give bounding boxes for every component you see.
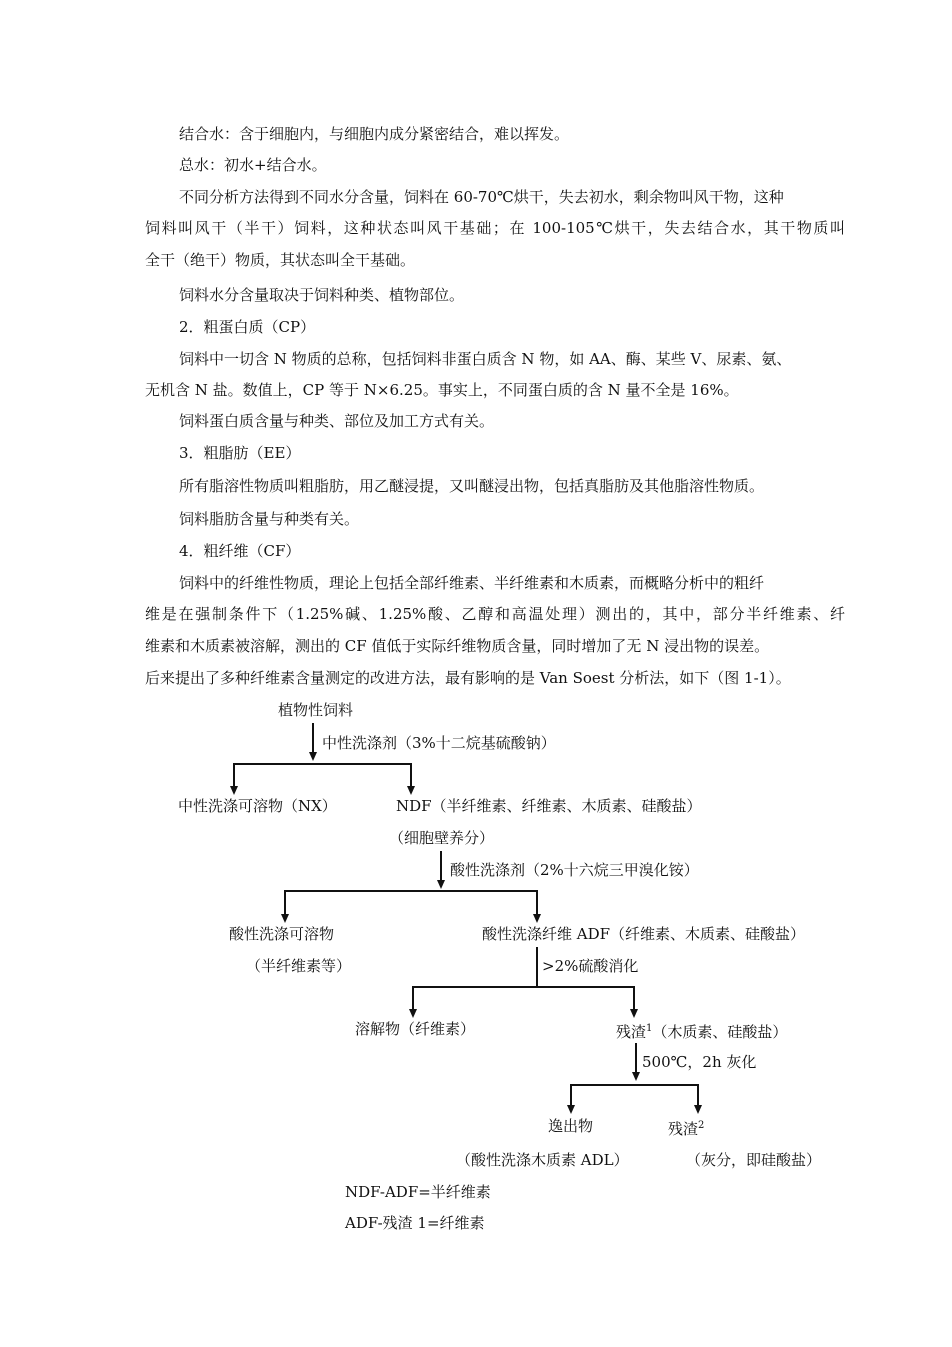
cf-paragraph-line4: 后来提出了多种纤维素含量测定的改进方法，最有影响的是 Van Soest 分析法，如下（图 1-1）。 xyxy=(145,669,791,687)
arrow-down-icon xyxy=(694,1105,702,1114)
connector-line xyxy=(440,851,442,883)
arrow-down-icon xyxy=(630,1009,638,1018)
escaped-subtitle: （酸性洗涤木质素 ADL） xyxy=(456,1151,629,1169)
formula-hemicellulose: NDF-ADF=半纤维素 xyxy=(345,1183,491,1201)
connector-line xyxy=(536,890,538,917)
moisture-dependence-text: 饲料水分含量取决于饲料种类、植物部位。 xyxy=(179,286,465,304)
branch-line xyxy=(233,763,411,765)
residue2-node: 残渣$^2$ xyxy=(668,1120,705,1138)
dissolved-node: 溶解物（纤维素） xyxy=(355,1020,476,1038)
branch-line xyxy=(570,1084,698,1086)
step-ashing: 500℃，2h 灰化 xyxy=(642,1053,757,1071)
residue2-superscript: 2 xyxy=(698,1120,705,1131)
cf-heading: 4．粗纤维（CF） xyxy=(179,542,301,560)
acid-soluble-node: 酸性洗涤可溶物 xyxy=(229,925,335,943)
moisture-paragraph-line1: 不同分析方法得到不同水分含量，饲料在 60-70℃烘干，失去初水，剩余物叫风干物，这种 xyxy=(179,188,784,206)
bound-water-text: 结合水：含于细胞内，与细胞内成分紧密结合，难以挥发。 xyxy=(179,125,570,143)
step-acid-detergent: 酸性洗涤剂（2%十六烷三甲溴化铵） xyxy=(450,861,699,879)
moisture-paragraph-line3: 全干（绝干）物质，其状态叫全干基础。 xyxy=(145,251,416,269)
connector-line xyxy=(312,723,314,755)
residue1-node: 残渣$^1$（木质素、硅酸盐） xyxy=(616,1023,788,1041)
diagram-root-node: 植物性饲料 xyxy=(278,701,354,719)
arrow-down-icon xyxy=(567,1105,575,1114)
ee-paragraph-line1: 所有脂溶性物质叫粗脂肪，用乙醚浸提，又叫醚浸出物，包括真脂肪及其他脂溶性物质。 xyxy=(179,477,765,495)
arrow-down-icon xyxy=(632,1072,640,1081)
ndf-subtitle: （细胞壁养分） xyxy=(389,829,495,847)
ndf-node: NDF（半纤维素、纤维素、木质素、硅酸盐） xyxy=(396,797,702,815)
step-neutral-detergent: 中性洗涤剂（3%十二烷基硫酸钠） xyxy=(322,734,556,752)
arrow-down-icon xyxy=(409,1009,417,1018)
residue2-subtitle: （灰分，即硅酸盐） xyxy=(686,1151,822,1169)
connector-line xyxy=(536,947,538,988)
cf-paragraph-line1: 饲料中的纤维性物质，理论上包括全部纤维素、半纤维素和木质素，而概略分析中的粗纤 xyxy=(179,574,765,592)
formula-cellulose: ADF-残渣 1=纤维素 xyxy=(345,1214,485,1232)
arrow-down-icon xyxy=(309,752,317,761)
residue1-superscript: 1 xyxy=(646,1023,653,1034)
cp-paragraph-line2: 无机含 N 盐。数值上，CP 等于 N×6.25。事实上，不同蛋白质的含 N 量不全是 16%。 xyxy=(145,381,739,399)
branch-line xyxy=(284,890,537,892)
moisture-paragraph-line2: 饲料叫风干（半干）饲料，这种状态叫风干基础；在 100-105℃烘干，失去结合水，其干物质叫 xyxy=(145,219,845,237)
cp-dependence-text: 饲料蛋白质含量与种类、部位及加工方式有关。 xyxy=(179,412,495,430)
arrow-down-icon xyxy=(533,914,541,923)
branch-line xyxy=(412,986,634,988)
ee-dependence-text: 饲料脂肪含量与种类有关。 xyxy=(179,510,360,528)
cp-heading: 2．粗蛋白质（CP） xyxy=(179,318,316,336)
connector-line xyxy=(284,890,286,917)
escaped-node: 逸出物 xyxy=(548,1117,594,1135)
acid-soluble-subtitle: （半纤维素等） xyxy=(246,957,352,975)
cf-paragraph-line3: 维素和木质素被溶解，测出的 CF 值低于实际纤维物质含量，同时增加了无 N 浸出物的误差。 xyxy=(145,637,770,655)
arrow-down-icon xyxy=(281,914,289,923)
neutral-soluble-node: 中性洗涤可溶物（NX） xyxy=(178,797,337,815)
connector-line xyxy=(635,1043,637,1075)
step-sulfuric-digestion: >2%硫酸消化 xyxy=(542,957,639,975)
arrow-down-icon xyxy=(407,786,415,795)
total-water-text: 总水：初水+结合水。 xyxy=(179,156,327,174)
arrow-down-icon xyxy=(230,786,238,795)
arrow-down-icon xyxy=(437,880,445,889)
adf-node: 酸性洗涤纤维 ADF（纤维素、木质素、硅酸盐） xyxy=(482,925,806,943)
ee-heading: 3．粗脂肪（EE） xyxy=(179,444,301,462)
cf-paragraph-line2: 维是在强制条件下（1.25%碱、1.25%酸、乙醇和高温处理）测出的，其中，部分半纤维素、纤 xyxy=(145,605,845,623)
cp-paragraph-line1: 饲料中一切含 N 物质的总称，包括饲料非蛋白质含 N 物，如 AA、酶、某些 V、尿素、氨、 xyxy=(179,350,792,368)
